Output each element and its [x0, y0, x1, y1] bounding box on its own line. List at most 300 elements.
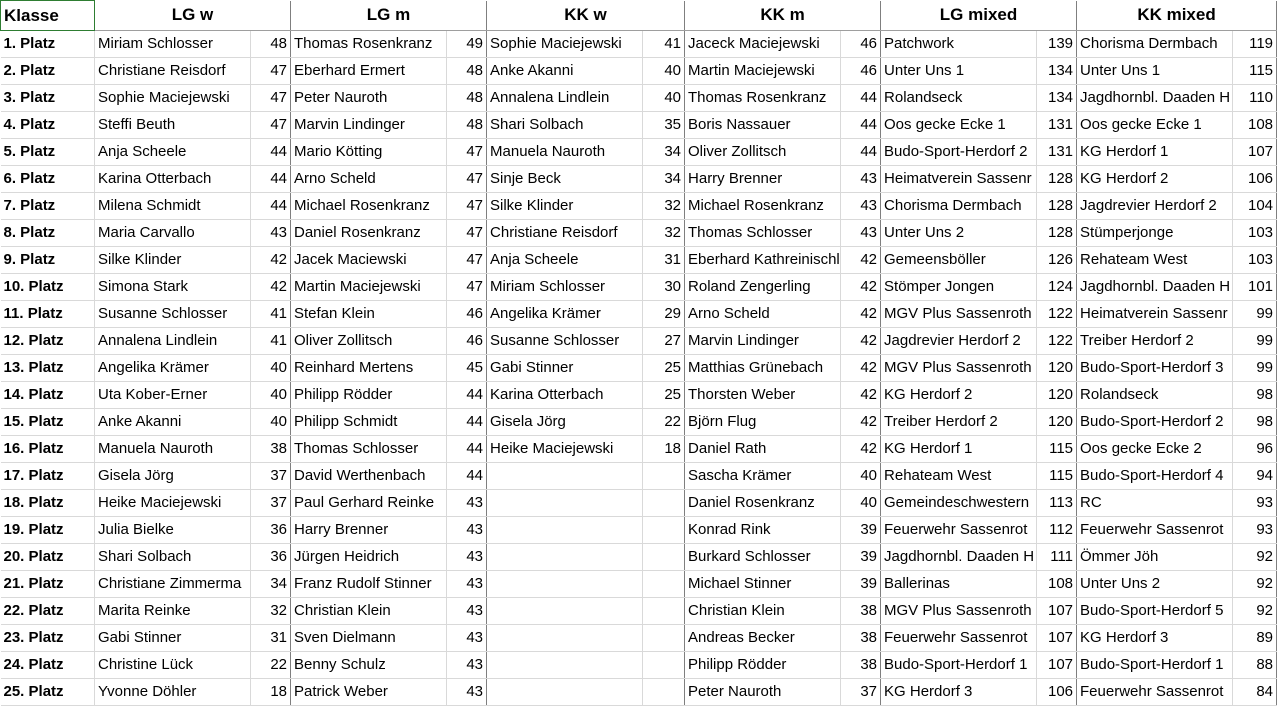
kk-w-name-cell[interactable]: Karina Otterbach	[487, 382, 643, 409]
header-kk-w[interactable]: KK w	[487, 1, 685, 31]
lg-mixed-score-cell[interactable]: 139	[1037, 31, 1077, 58]
lg-mixed-score-cell[interactable]: 120	[1037, 355, 1077, 382]
lg-mixed-name-cell[interactable]: Budo-Sport-Herdorf 1	[881, 652, 1037, 679]
lg-w-name-cell[interactable]: Marita Reinke	[95, 598, 251, 625]
kk-m-name-cell[interactable]: Philipp Rödder	[685, 652, 841, 679]
lg-w-score-cell[interactable]: 42	[251, 247, 291, 274]
lg-m-score-cell[interactable]: 43	[447, 517, 487, 544]
kk-mixed-score-cell[interactable]: 106	[1233, 166, 1277, 193]
kk-m-name-cell[interactable]: Harry Brenner	[685, 166, 841, 193]
kk-mixed-name-cell[interactable]: Chorisma Dermbach	[1077, 31, 1233, 58]
kk-w-score-cell[interactable]	[643, 571, 685, 598]
kk-w-score-cell[interactable]: 31	[643, 247, 685, 274]
rank-cell[interactable]: 14. Platz	[1, 382, 95, 409]
kk-mixed-score-cell[interactable]: 88	[1233, 652, 1277, 679]
lg-mixed-score-cell[interactable]: 115	[1037, 463, 1077, 490]
lg-w-name-cell[interactable]: Susanne Schlosser	[95, 301, 251, 328]
lg-mixed-name-cell[interactable]: MGV Plus Sassenroth	[881, 598, 1037, 625]
kk-m-name-cell[interactable]: Thomas Schlosser	[685, 220, 841, 247]
lg-w-score-cell[interactable]: 22	[251, 652, 291, 679]
rank-cell[interactable]: 10. Platz	[1, 274, 95, 301]
lg-mixed-name-cell[interactable]: Unter Uns 2	[881, 220, 1037, 247]
lg-w-score-cell[interactable]: 48	[251, 31, 291, 58]
kk-w-score-cell[interactable]: 18	[643, 436, 685, 463]
kk-mixed-name-cell[interactable]: Jagdhornbl. Daaden H	[1077, 274, 1233, 301]
kk-w-score-cell[interactable]: 27	[643, 328, 685, 355]
kk-w-name-cell[interactable]: Susanne Schlosser	[487, 328, 643, 355]
lg-mixed-name-cell[interactable]: Rehateam West	[881, 463, 1037, 490]
kk-mixed-name-cell[interactable]: Heimatverein Sassenr	[1077, 301, 1233, 328]
kk-mixed-name-cell[interactable]: Stümperjonge	[1077, 220, 1233, 247]
lg-mixed-score-cell[interactable]: 120	[1037, 382, 1077, 409]
kk-w-name-cell[interactable]: Christiane Reisdorf	[487, 220, 643, 247]
kk-w-name-cell[interactable]	[487, 490, 643, 517]
lg-m-name-cell[interactable]: Peter Nauroth	[291, 85, 447, 112]
lg-mixed-name-cell[interactable]: Patchwork	[881, 31, 1037, 58]
kk-m-name-cell[interactable]: Eberhard Kathreinischl	[685, 247, 841, 274]
kk-m-score-cell[interactable]: 42	[841, 247, 881, 274]
kk-mixed-name-cell[interactable]: KG Herdorf 3	[1077, 625, 1233, 652]
lg-w-score-cell[interactable]: 18	[251, 679, 291, 706]
lg-w-score-cell[interactable]: 40	[251, 409, 291, 436]
kk-mixed-score-cell[interactable]: 99	[1233, 328, 1277, 355]
kk-m-score-cell[interactable]: 44	[841, 112, 881, 139]
kk-w-score-cell[interactable]	[643, 679, 685, 706]
lg-mixed-score-cell[interactable]: 128	[1037, 220, 1077, 247]
lg-mixed-name-cell[interactable]: KG Herdorf 2	[881, 382, 1037, 409]
lg-m-score-cell[interactable]: 44	[447, 436, 487, 463]
lg-mixed-score-cell[interactable]: 122	[1037, 328, 1077, 355]
lg-mixed-score-cell[interactable]: 128	[1037, 166, 1077, 193]
kk-mixed-name-cell[interactable]: Rehateam West	[1077, 247, 1233, 274]
lg-mixed-name-cell[interactable]: Feuerwehr Sassenrot	[881, 517, 1037, 544]
kk-m-score-cell[interactable]: 43	[841, 220, 881, 247]
lg-w-name-cell[interactable]: Simona Stark	[95, 274, 251, 301]
lg-mixed-score-cell[interactable]: 106	[1037, 679, 1077, 706]
lg-m-score-cell[interactable]: 43	[447, 598, 487, 625]
lg-m-score-cell[interactable]: 44	[447, 409, 487, 436]
lg-mixed-name-cell[interactable]: Chorisma Dermbach	[881, 193, 1037, 220]
rank-cell[interactable]: 18. Platz	[1, 490, 95, 517]
lg-m-name-cell[interactable]: Benny Schulz	[291, 652, 447, 679]
lg-w-score-cell[interactable]: 41	[251, 328, 291, 355]
lg-m-name-cell[interactable]: Reinhard Mertens	[291, 355, 447, 382]
lg-w-name-cell[interactable]: Angelika Krämer	[95, 355, 251, 382]
rank-cell[interactable]: 2. Platz	[1, 58, 95, 85]
lg-w-score-cell[interactable]: 32	[251, 598, 291, 625]
kk-m-name-cell[interactable]: Marvin Lindinger	[685, 328, 841, 355]
kk-mixed-score-cell[interactable]: 110	[1233, 85, 1277, 112]
lg-m-name-cell[interactable]: Daniel Rosenkranz	[291, 220, 447, 247]
lg-w-score-cell[interactable]: 47	[251, 112, 291, 139]
kk-mixed-name-cell[interactable]: Unter Uns 1	[1077, 58, 1233, 85]
lg-mixed-name-cell[interactable]: Gemeindeschwestern	[881, 490, 1037, 517]
kk-mixed-name-cell[interactable]: Budo-Sport-Herdorf 5	[1077, 598, 1233, 625]
kk-m-name-cell[interactable]: Thorsten Weber	[685, 382, 841, 409]
lg-mixed-name-cell[interactable]: Feuerwehr Sassenrot	[881, 625, 1037, 652]
kk-mixed-score-cell[interactable]: 98	[1233, 382, 1277, 409]
kk-m-name-cell[interactable]: Burkard Schlosser	[685, 544, 841, 571]
lg-m-name-cell[interactable]: Harry Brenner	[291, 517, 447, 544]
lg-w-name-cell[interactable]: Sophie Maciejewski	[95, 85, 251, 112]
kk-w-score-cell[interactable]	[643, 544, 685, 571]
kk-m-name-cell[interactable]: Christian Klein	[685, 598, 841, 625]
kk-w-name-cell[interactable]	[487, 544, 643, 571]
header-lg-w[interactable]: LG w	[95, 1, 291, 31]
lg-m-name-cell[interactable]: Paul Gerhard Reinke	[291, 490, 447, 517]
kk-mixed-name-cell[interactable]: Budo-Sport-Herdorf 3	[1077, 355, 1233, 382]
lg-m-score-cell[interactable]: 43	[447, 490, 487, 517]
rank-cell[interactable]: 21. Platz	[1, 571, 95, 598]
lg-mixed-name-cell[interactable]: Jagdrevier Herdorf 2	[881, 328, 1037, 355]
lg-m-name-cell[interactable]: David Werthenbach	[291, 463, 447, 490]
kk-mixed-name-cell[interactable]: Feuerwehr Sassenrot	[1077, 517, 1233, 544]
lg-w-score-cell[interactable]: 43	[251, 220, 291, 247]
kk-w-name-cell[interactable]: Sinje Beck	[487, 166, 643, 193]
kk-m-name-cell[interactable]: Oliver Zollitsch	[685, 139, 841, 166]
kk-m-name-cell[interactable]: Daniel Rath	[685, 436, 841, 463]
rank-cell[interactable]: 3. Platz	[1, 85, 95, 112]
kk-m-score-cell[interactable]: 39	[841, 544, 881, 571]
lg-w-name-cell[interactable]: Shari Solbach	[95, 544, 251, 571]
kk-mixed-score-cell[interactable]: 89	[1233, 625, 1277, 652]
kk-m-score-cell[interactable]: 42	[841, 382, 881, 409]
kk-w-score-cell[interactable]: 40	[643, 85, 685, 112]
lg-m-name-cell[interactable]: Sven Dielmann	[291, 625, 447, 652]
kk-w-score-cell[interactable]	[643, 598, 685, 625]
kk-mixed-name-cell[interactable]: Oos gecke Ecke 2	[1077, 436, 1233, 463]
kk-w-name-cell[interactable]: Manuela Nauroth	[487, 139, 643, 166]
kk-mixed-score-cell[interactable]: 103	[1233, 220, 1277, 247]
kk-m-score-cell[interactable]: 42	[841, 355, 881, 382]
lg-mixed-name-cell[interactable]: Unter Uns 1	[881, 58, 1037, 85]
kk-m-score-cell[interactable]: 42	[841, 409, 881, 436]
lg-w-name-cell[interactable]: Christiane Reisdorf	[95, 58, 251, 85]
lg-w-score-cell[interactable]: 44	[251, 139, 291, 166]
lg-m-score-cell[interactable]: 49	[447, 31, 487, 58]
lg-mixed-score-cell[interactable]: 108	[1037, 571, 1077, 598]
kk-m-name-cell[interactable]: Thomas Rosenkranz	[685, 85, 841, 112]
kk-w-name-cell[interactable]: Anja Scheele	[487, 247, 643, 274]
rank-cell[interactable]: 12. Platz	[1, 328, 95, 355]
kk-w-score-cell[interactable]: 32	[643, 220, 685, 247]
kk-m-name-cell[interactable]: Roland Zengerling	[685, 274, 841, 301]
kk-mixed-score-cell[interactable]: 99	[1233, 301, 1277, 328]
kk-m-score-cell[interactable]: 44	[841, 85, 881, 112]
rank-cell[interactable]: 9. Platz	[1, 247, 95, 274]
rank-cell[interactable]: 16. Platz	[1, 436, 95, 463]
lg-w-name-cell[interactable]: Christiane Zimmerma	[95, 571, 251, 598]
rank-cell[interactable]: 20. Platz	[1, 544, 95, 571]
lg-w-name-cell[interactable]: Manuela Nauroth	[95, 436, 251, 463]
kk-mixed-name-cell[interactable]: KG Herdorf 1	[1077, 139, 1233, 166]
lg-mixed-score-cell[interactable]: 124	[1037, 274, 1077, 301]
kk-m-name-cell[interactable]: Michael Rosenkranz	[685, 193, 841, 220]
lg-m-score-cell[interactable]: 45	[447, 355, 487, 382]
lg-w-name-cell[interactable]: Julia Bielke	[95, 517, 251, 544]
lg-mixed-name-cell[interactable]: Ballerinas	[881, 571, 1037, 598]
rank-cell[interactable]: 25. Platz	[1, 679, 95, 706]
kk-mixed-score-cell[interactable]: 96	[1233, 436, 1277, 463]
kk-w-score-cell[interactable]: 25	[643, 382, 685, 409]
kk-w-name-cell[interactable]: Heike Maciejewski	[487, 436, 643, 463]
kk-w-name-cell[interactable]: Angelika Krämer	[487, 301, 643, 328]
kk-mixed-score-cell[interactable]: 92	[1233, 544, 1277, 571]
lg-m-score-cell[interactable]: 43	[447, 571, 487, 598]
lg-m-score-cell[interactable]: 48	[447, 112, 487, 139]
kk-m-score-cell[interactable]: 43	[841, 193, 881, 220]
lg-m-name-cell[interactable]: Patrick Weber	[291, 679, 447, 706]
rank-cell[interactable]: 4. Platz	[1, 112, 95, 139]
kk-mixed-score-cell[interactable]: 119	[1233, 31, 1277, 58]
kk-mixed-name-cell[interactable]: Jagdhornbl. Daaden H	[1077, 85, 1233, 112]
lg-m-name-cell[interactable]: Philipp Schmidt	[291, 409, 447, 436]
lg-mixed-name-cell[interactable]: Treiber Herdorf 2	[881, 409, 1037, 436]
kk-m-name-cell[interactable]: Boris Nassauer	[685, 112, 841, 139]
kk-w-name-cell[interactable]	[487, 571, 643, 598]
kk-m-name-cell[interactable]: Björn Flug	[685, 409, 841, 436]
kk-mixed-name-cell[interactable]: Rolandseck	[1077, 382, 1233, 409]
kk-m-name-cell[interactable]: Andreas Becker	[685, 625, 841, 652]
lg-mixed-name-cell[interactable]: KG Herdorf 1	[881, 436, 1037, 463]
header-klasse[interactable]: Klasse	[1, 1, 95, 31]
kk-m-score-cell[interactable]: 38	[841, 598, 881, 625]
kk-w-score-cell[interactable]	[643, 625, 685, 652]
kk-mixed-score-cell[interactable]: 101	[1233, 274, 1277, 301]
lg-m-name-cell[interactable]: Arno Scheld	[291, 166, 447, 193]
kk-w-score-cell[interactable]: 25	[643, 355, 685, 382]
lg-m-name-cell[interactable]: Jürgen Heidrich	[291, 544, 447, 571]
kk-w-name-cell[interactable]	[487, 598, 643, 625]
kk-mixed-name-cell[interactable]: Feuerwehr Sassenrot	[1077, 679, 1233, 706]
kk-m-score-cell[interactable]: 39	[841, 571, 881, 598]
kk-mixed-score-cell[interactable]: 93	[1233, 517, 1277, 544]
kk-m-score-cell[interactable]: 42	[841, 436, 881, 463]
lg-mixed-score-cell[interactable]: 112	[1037, 517, 1077, 544]
lg-w-name-cell[interactable]: Heike Maciejewski	[95, 490, 251, 517]
kk-mixed-score-cell[interactable]: 99	[1233, 355, 1277, 382]
header-lg-m[interactable]: LG m	[291, 1, 487, 31]
kk-w-score-cell[interactable]: 30	[643, 274, 685, 301]
lg-w-name-cell[interactable]: Milena Schmidt	[95, 193, 251, 220]
rank-cell[interactable]: 7. Platz	[1, 193, 95, 220]
kk-m-score-cell[interactable]: 38	[841, 625, 881, 652]
kk-m-name-cell[interactable]: Martin Maciejewski	[685, 58, 841, 85]
kk-w-score-cell[interactable]: 35	[643, 112, 685, 139]
lg-mixed-score-cell[interactable]: 134	[1037, 58, 1077, 85]
rank-cell[interactable]: 6. Platz	[1, 166, 95, 193]
lg-mixed-name-cell[interactable]: Heimatverein Sassenr	[881, 166, 1037, 193]
lg-w-name-cell[interactable]: Miriam Schlosser	[95, 31, 251, 58]
kk-w-name-cell[interactable]	[487, 652, 643, 679]
kk-w-name-cell[interactable]	[487, 679, 643, 706]
rank-cell[interactable]: 24. Platz	[1, 652, 95, 679]
kk-w-score-cell[interactable]: 32	[643, 193, 685, 220]
kk-mixed-name-cell[interactable]: Jagdrevier Herdorf 2	[1077, 193, 1233, 220]
kk-m-score-cell[interactable]: 43	[841, 166, 881, 193]
kk-mixed-score-cell[interactable]: 98	[1233, 409, 1277, 436]
kk-m-score-cell[interactable]: 42	[841, 274, 881, 301]
kk-mixed-score-cell[interactable]: 93	[1233, 490, 1277, 517]
kk-m-score-cell[interactable]: 38	[841, 652, 881, 679]
lg-w-score-cell[interactable]: 37	[251, 463, 291, 490]
lg-mixed-score-cell[interactable]: 126	[1037, 247, 1077, 274]
lg-mixed-name-cell[interactable]: MGV Plus Sassenroth	[881, 355, 1037, 382]
lg-m-name-cell[interactable]: Eberhard Ermert	[291, 58, 447, 85]
lg-w-score-cell[interactable]: 44	[251, 193, 291, 220]
lg-m-score-cell[interactable]: 44	[447, 463, 487, 490]
kk-w-score-cell[interactable]: 34	[643, 139, 685, 166]
kk-m-name-cell[interactable]: Sascha Krämer	[685, 463, 841, 490]
lg-m-score-cell[interactable]: 47	[447, 274, 487, 301]
kk-m-score-cell[interactable]: 44	[841, 139, 881, 166]
lg-w-name-cell[interactable]: Anja Scheele	[95, 139, 251, 166]
kk-mixed-name-cell[interactable]: RC	[1077, 490, 1233, 517]
lg-mixed-score-cell[interactable]: 128	[1037, 193, 1077, 220]
kk-w-score-cell[interactable]	[643, 517, 685, 544]
header-kk-mixed[interactable]: KK mixed	[1077, 1, 1277, 31]
lg-w-name-cell[interactable]: Christine Lück	[95, 652, 251, 679]
kk-mixed-name-cell[interactable]: Treiber Herdorf 2	[1077, 328, 1233, 355]
lg-mixed-name-cell[interactable]: Gemeensböller	[881, 247, 1037, 274]
kk-mixed-name-cell[interactable]: Unter Uns 2	[1077, 571, 1233, 598]
lg-m-name-cell[interactable]: Christian Klein	[291, 598, 447, 625]
kk-w-score-cell[interactable]	[643, 463, 685, 490]
lg-mixed-score-cell[interactable]: 113	[1037, 490, 1077, 517]
lg-mixed-name-cell[interactable]: MGV Plus Sassenroth	[881, 301, 1037, 328]
kk-mixed-score-cell[interactable]: 94	[1233, 463, 1277, 490]
lg-mixed-name-cell[interactable]: Stömper Jongen	[881, 274, 1037, 301]
lg-w-score-cell[interactable]: 31	[251, 625, 291, 652]
rank-cell[interactable]: 17. Platz	[1, 463, 95, 490]
lg-mixed-score-cell[interactable]: 131	[1037, 112, 1077, 139]
lg-w-score-cell[interactable]: 44	[251, 166, 291, 193]
lg-m-score-cell[interactable]: 46	[447, 328, 487, 355]
lg-m-name-cell[interactable]: Oliver Zollitsch	[291, 328, 447, 355]
kk-mixed-score-cell[interactable]: 103	[1233, 247, 1277, 274]
kk-mixed-score-cell[interactable]: 108	[1233, 112, 1277, 139]
kk-w-score-cell[interactable]: 34	[643, 166, 685, 193]
lg-m-score-cell[interactable]: 43	[447, 679, 487, 706]
kk-m-score-cell[interactable]: 39	[841, 517, 881, 544]
lg-mixed-name-cell[interactable]: Jagdhornbl. Daaden H	[881, 544, 1037, 571]
lg-m-score-cell[interactable]: 48	[447, 85, 487, 112]
lg-m-name-cell[interactable]: Stefan Klein	[291, 301, 447, 328]
lg-w-name-cell[interactable]: Gabi Stinner	[95, 625, 251, 652]
lg-m-score-cell[interactable]: 48	[447, 58, 487, 85]
lg-w-score-cell[interactable]: 42	[251, 274, 291, 301]
lg-w-score-cell[interactable]: 47	[251, 58, 291, 85]
lg-m-score-cell[interactable]: 43	[447, 625, 487, 652]
lg-m-name-cell[interactable]: Franz Rudolf Stinner	[291, 571, 447, 598]
lg-m-score-cell[interactable]: 44	[447, 382, 487, 409]
kk-w-score-cell[interactable]: 40	[643, 58, 685, 85]
lg-w-name-cell[interactable]: Anke Akanni	[95, 409, 251, 436]
kk-w-name-cell[interactable]: Gabi Stinner	[487, 355, 643, 382]
lg-w-name-cell[interactable]: Karina Otterbach	[95, 166, 251, 193]
lg-mixed-score-cell[interactable]: 111	[1037, 544, 1077, 571]
kk-m-score-cell[interactable]: 42	[841, 328, 881, 355]
lg-m-name-cell[interactable]: Martin Maciejewski	[291, 274, 447, 301]
lg-w-score-cell[interactable]: 40	[251, 355, 291, 382]
lg-mixed-name-cell[interactable]: Oos gecke Ecke 1	[881, 112, 1037, 139]
kk-w-name-cell[interactable]	[487, 463, 643, 490]
kk-mixed-score-cell[interactable]: 104	[1233, 193, 1277, 220]
kk-w-name-cell[interactable]	[487, 625, 643, 652]
kk-mixed-score-cell[interactable]: 92	[1233, 571, 1277, 598]
rank-cell[interactable]: 23. Platz	[1, 625, 95, 652]
lg-m-name-cell[interactable]: Thomas Schlosser	[291, 436, 447, 463]
lg-w-name-cell[interactable]: Silke Klinder	[95, 247, 251, 274]
lg-m-score-cell[interactable]: 47	[447, 139, 487, 166]
kk-mixed-score-cell[interactable]: 115	[1233, 58, 1277, 85]
lg-m-score-cell[interactable]: 47	[447, 247, 487, 274]
kk-m-name-cell[interactable]: Michael Stinner	[685, 571, 841, 598]
rank-cell[interactable]: 8. Platz	[1, 220, 95, 247]
lg-w-name-cell[interactable]: Annalena Lindlein	[95, 328, 251, 355]
lg-m-score-cell[interactable]: 47	[447, 166, 487, 193]
kk-w-name-cell[interactable]: Annalena Lindlein	[487, 85, 643, 112]
kk-m-name-cell[interactable]: Jaceck Maciejewski	[685, 31, 841, 58]
kk-mixed-score-cell[interactable]: 92	[1233, 598, 1277, 625]
lg-m-score-cell[interactable]: 47	[447, 193, 487, 220]
kk-w-score-cell[interactable]: 22	[643, 409, 685, 436]
lg-m-name-cell[interactable]: Michael Rosenkranz	[291, 193, 447, 220]
lg-m-name-cell[interactable]: Philipp Rödder	[291, 382, 447, 409]
lg-mixed-name-cell[interactable]: Rolandseck	[881, 85, 1037, 112]
lg-w-score-cell[interactable]: 40	[251, 382, 291, 409]
kk-w-name-cell[interactable]: Shari Solbach	[487, 112, 643, 139]
kk-w-score-cell[interactable]: 41	[643, 31, 685, 58]
kk-m-score-cell[interactable]: 46	[841, 58, 881, 85]
rank-cell[interactable]: 22. Platz	[1, 598, 95, 625]
lg-m-name-cell[interactable]: Mario Kötting	[291, 139, 447, 166]
kk-w-name-cell[interactable]: Gisela Jörg	[487, 409, 643, 436]
kk-mixed-score-cell[interactable]: 84	[1233, 679, 1277, 706]
lg-m-name-cell[interactable]: Marvin Lindinger	[291, 112, 447, 139]
kk-w-name-cell[interactable]: Anke Akanni	[487, 58, 643, 85]
lg-mixed-score-cell[interactable]: 120	[1037, 409, 1077, 436]
lg-mixed-name-cell[interactable]: Budo-Sport-Herdorf 2	[881, 139, 1037, 166]
kk-m-name-cell[interactable]: Daniel Rosenkranz	[685, 490, 841, 517]
kk-w-score-cell[interactable]	[643, 490, 685, 517]
lg-mixed-score-cell[interactable]: 131	[1037, 139, 1077, 166]
kk-m-name-cell[interactable]: Matthias Grünebach	[685, 355, 841, 382]
lg-w-score-cell[interactable]: 36	[251, 517, 291, 544]
lg-mixed-score-cell[interactable]: 107	[1037, 625, 1077, 652]
header-lg-mixed[interactable]: LG mixed	[881, 1, 1077, 31]
lg-w-score-cell[interactable]: 36	[251, 544, 291, 571]
kk-m-score-cell[interactable]: 46	[841, 31, 881, 58]
lg-w-score-cell[interactable]: 41	[251, 301, 291, 328]
rank-cell[interactable]: 19. Platz	[1, 517, 95, 544]
lg-w-score-cell[interactable]: 38	[251, 436, 291, 463]
kk-mixed-score-cell[interactable]: 107	[1233, 139, 1277, 166]
kk-m-score-cell[interactable]: 40	[841, 463, 881, 490]
rank-cell[interactable]: 5. Platz	[1, 139, 95, 166]
kk-m-score-cell[interactable]: 37	[841, 679, 881, 706]
kk-mixed-name-cell[interactable]: Budo-Sport-Herdorf 4	[1077, 463, 1233, 490]
kk-mixed-name-cell[interactable]: Budo-Sport-Herdorf 1	[1077, 652, 1233, 679]
lg-m-score-cell[interactable]: 43	[447, 544, 487, 571]
lg-m-score-cell[interactable]: 46	[447, 301, 487, 328]
rank-cell[interactable]: 1. Platz	[1, 31, 95, 58]
lg-w-name-cell[interactable]: Gisela Jörg	[95, 463, 251, 490]
lg-m-score-cell[interactable]: 43	[447, 652, 487, 679]
lg-w-score-cell[interactable]: 34	[251, 571, 291, 598]
lg-w-name-cell[interactable]: Maria Carvallo	[95, 220, 251, 247]
lg-m-score-cell[interactable]: 47	[447, 220, 487, 247]
